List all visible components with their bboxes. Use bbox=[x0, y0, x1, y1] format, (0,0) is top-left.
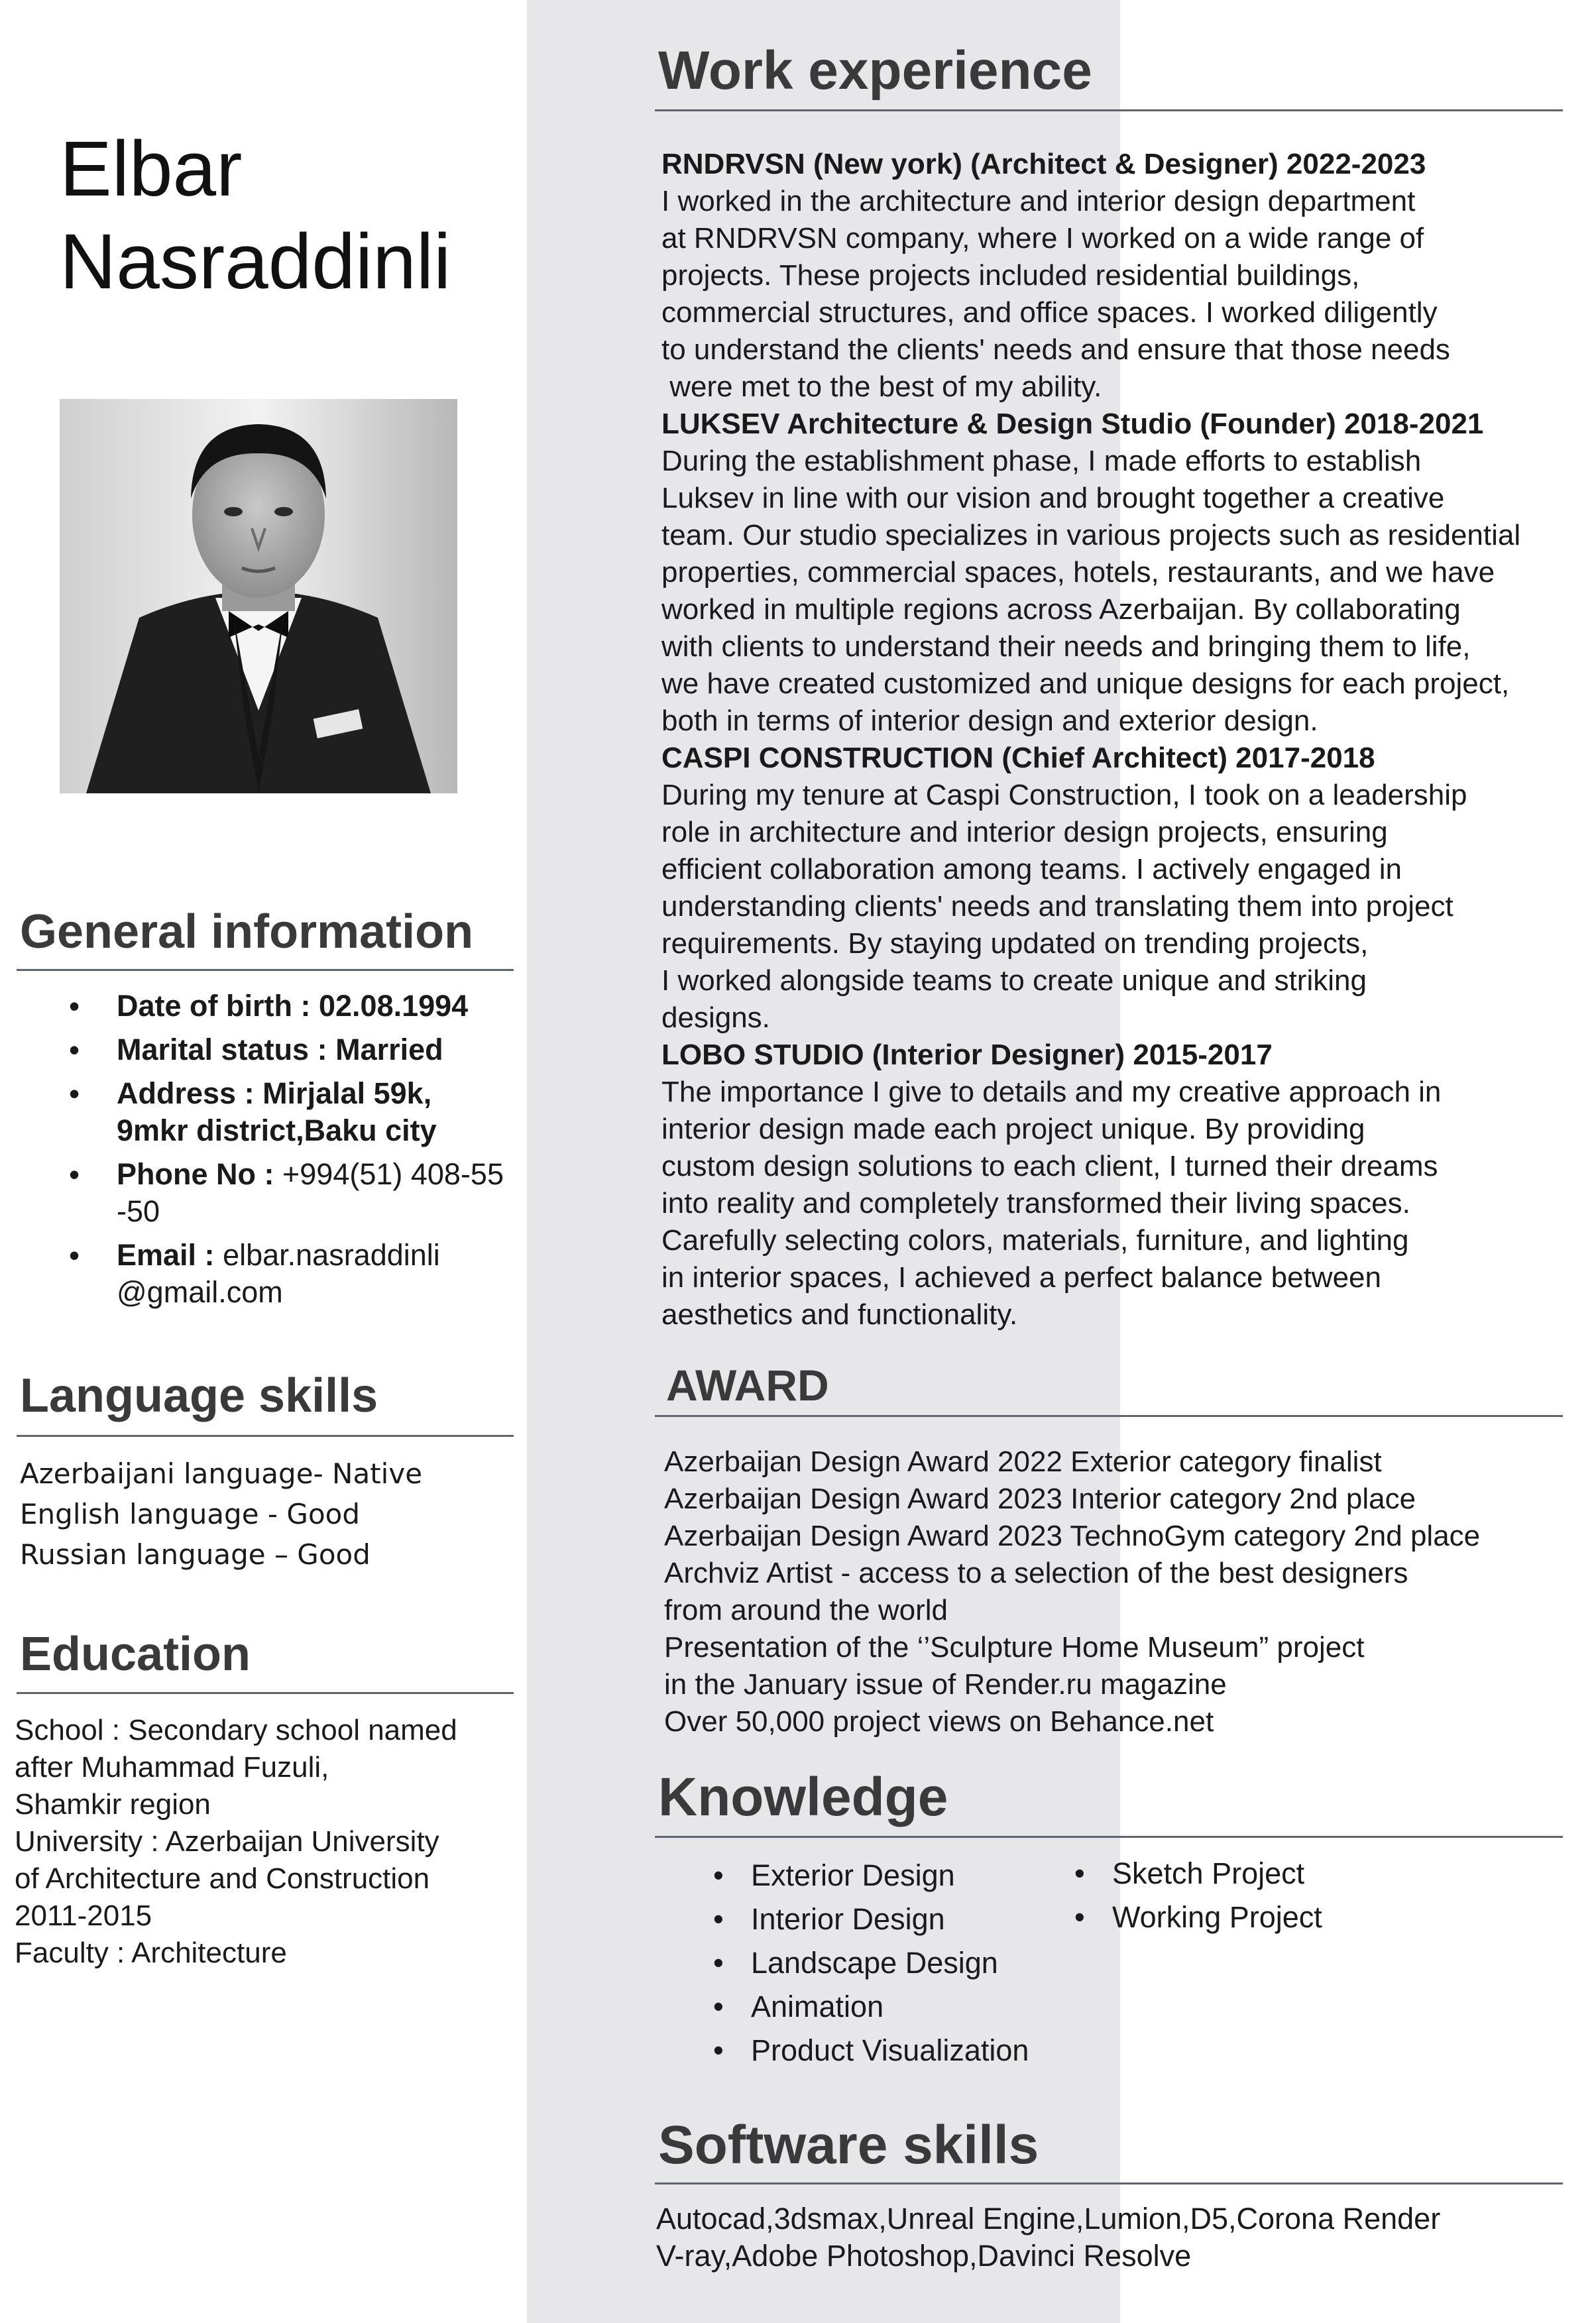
job-line: role in architecture and interior design projects, ensuring bbox=[661, 816, 1388, 848]
job-title: LOBO STUDIO (Interior Designer) 2015-2017 bbox=[661, 1039, 1273, 1071]
education-line: Shamkir region bbox=[15, 1788, 211, 1821]
job-line: with clients to understand their needs and bringing them to life, bbox=[661, 630, 1471, 663]
award-line: Azerbaijan Design Award 2023 TechnoGym category 2nd place bbox=[664, 1520, 1481, 1552]
job-line: designs. bbox=[661, 1001, 770, 1034]
award-list bbox=[664, 1444, 1585, 1740]
job-line: aesthetics and functionality. bbox=[661, 1298, 1018, 1331]
candidate-name bbox=[60, 123, 451, 308]
address-item: • Address : Mirjalal 59k, 9mkr district,Baku city bbox=[66, 1075, 461, 1149]
job-line: During my tenure at Caspi Construction, I took on a leadership bbox=[661, 779, 1467, 811]
language-skills-title: Language skills bbox=[20, 1369, 378, 1422]
education-line: Faculty : Architecture bbox=[15, 1937, 287, 1969]
language-item: Azerbaijani language- Native bbox=[20, 1457, 423, 1490]
language-skills-divider bbox=[17, 1435, 514, 1437]
job-line: The importance I give to details and my creative approach in bbox=[661, 1076, 1442, 1108]
job-line: During the establishment phase, I made efforts to establish bbox=[661, 445, 1422, 477]
knowledge-item: • Working Project bbox=[1069, 1896, 1322, 1939]
award-line: Azerbaijan Design Award 2023 Interior category 2nd place bbox=[664, 1483, 1416, 1515]
job-title: LUKSEV Architecture & Design Studio (Founder) 2018-2021 bbox=[661, 408, 1484, 440]
award-line: from around the world bbox=[664, 1594, 948, 1626]
job-entry bbox=[661, 1037, 1586, 1333]
award-line: in the January issue of Render.ru magazine bbox=[664, 1668, 1227, 1701]
language-list bbox=[20, 1453, 422, 1575]
software-skills-title: Software skills bbox=[658, 2115, 1039, 2175]
job-line: projects. These projects included residential buildings, bbox=[661, 259, 1360, 292]
job-line: we have created customized and unique designs for each project, bbox=[661, 667, 1510, 700]
general-info-title: General information bbox=[20, 905, 474, 958]
job-line: properties, commercial spaces, hotels, restaurants, and we have bbox=[661, 556, 1495, 589]
job-line: to understand the clients' needs and ensure that those needs bbox=[661, 333, 1450, 366]
job-line: Luksev in line with our vision and brought together a creative bbox=[661, 482, 1445, 514]
last-name: Nasraddinli bbox=[60, 218, 451, 306]
phone-item: • Phone No : +994(51) 408-55 -50 bbox=[66, 1156, 528, 1230]
education-title: Education bbox=[20, 1628, 251, 1681]
education-divider bbox=[17, 1692, 514, 1694]
job-line: team. Our studio specializes in various projects such as residential bbox=[661, 519, 1521, 551]
education-line: after Muhammad Fuzuli, bbox=[15, 1751, 329, 1784]
job-line: efficient collaboration among teams. I actively engaged in bbox=[661, 853, 1402, 885]
knowledge-list-right bbox=[1069, 1852, 1322, 1939]
education-line: 2011-2015 bbox=[15, 1899, 152, 1932]
email-item: • Email : elbar.nasraddinli @gmail.com bbox=[66, 1237, 514, 1311]
birth-date-item: • Date of birth : 02.08.1994 bbox=[66, 988, 524, 1025]
award-line: Over 50,000 project views on Behance.net bbox=[664, 1705, 1214, 1738]
job-line: interior design made each project unique. By providing bbox=[661, 1113, 1365, 1145]
award-title: AWARD bbox=[666, 1361, 829, 1410]
job-entry bbox=[661, 740, 1586, 1037]
award-line: Presentation of the ‘’Sculpture Home Museum” project bbox=[664, 1631, 1365, 1664]
job-line: both in terms of interior design and exterior design. bbox=[661, 705, 1318, 737]
job-line: understanding clients' needs and translating them into project bbox=[661, 890, 1454, 923]
job-line: commercial structures, and office spaces. I worked diligently bbox=[661, 296, 1438, 329]
award-line: Azerbaijan Design Award 2022 Exterior category finalist bbox=[664, 1445, 1382, 1478]
knowledge-item: • Landscape Design bbox=[708, 1941, 1029, 1985]
job-entry bbox=[661, 406, 1586, 740]
general-info-divider bbox=[17, 969, 514, 971]
job-title: CASPI CONSTRUCTION (Chief Architect) 2017-2018 bbox=[661, 742, 1375, 774]
knowledge-list-left bbox=[708, 1854, 1029, 2072]
software-skills-divider bbox=[655, 2182, 1563, 2184]
knowledge-item: • Exterior Design bbox=[708, 1854, 1029, 1898]
knowledge-title: Knowledge bbox=[658, 1767, 948, 1827]
portrait-image bbox=[60, 399, 457, 793]
marital-status-item: • Marital status : Married bbox=[66, 1031, 524, 1068]
job-entry bbox=[661, 146, 1586, 406]
education-line: University : Azerbaijan University bbox=[15, 1825, 439, 1858]
knowledge-divider bbox=[655, 1836, 1563, 1838]
job-line: I worked alongside teams to create unique and striking bbox=[661, 964, 1367, 997]
job-line: custom design solutions to each client, I turned their dreams bbox=[661, 1150, 1438, 1182]
job-line: I worked in the architecture and interior design department bbox=[661, 185, 1416, 217]
work-experience-divider bbox=[655, 109, 1563, 111]
award-line: Archviz Artist - access to a selection of the best designers bbox=[664, 1557, 1408, 1589]
award-divider bbox=[655, 1415, 1563, 1417]
work-experience-list bbox=[661, 146, 1586, 1333]
knowledge-item: • Sketch Project bbox=[1069, 1852, 1322, 1896]
job-line: worked in multiple regions across Azerbaijan. By collaborating bbox=[661, 593, 1461, 626]
software-line: Autocad,3dsmax,Unreal Engine,Lumion,D5,Corona Render bbox=[656, 2202, 1441, 2236]
language-item: Russian language – Good bbox=[20, 1538, 370, 1571]
software-line: V-ray,Adobe Photoshop,Davinci Resolve bbox=[656, 2239, 1192, 2273]
job-line: into reality and completely transformed their living spaces. bbox=[661, 1187, 1410, 1219]
job-line: were met to the best of my ability. bbox=[661, 370, 1102, 403]
profile-photo bbox=[60, 399, 457, 793]
job-title: RNDRVSN (New york) (Architect & Designer) 2022-2023 bbox=[661, 148, 1426, 180]
work-experience-title: Work experience bbox=[658, 40, 1092, 101]
knowledge-item: • Product Visualization bbox=[708, 2029, 1029, 2072]
education-line: of Architecture and Construction bbox=[15, 1862, 430, 1895]
first-name: Elbar bbox=[60, 125, 243, 213]
knowledge-item: • Interior Design bbox=[708, 1898, 1029, 1941]
knowledge-item: • Animation bbox=[708, 1985, 1029, 2029]
general-info-list bbox=[66, 988, 524, 1318]
job-line: in interior spaces, I achieved a perfect balance between bbox=[661, 1261, 1381, 1294]
software-skills-text bbox=[656, 2200, 1584, 2275]
job-line: at RNDRVSN company, where I worked on a wide range of bbox=[661, 222, 1424, 255]
job-line: requirements. By staying updated on trending projects, bbox=[661, 927, 1369, 960]
education-line: School : Secondary school named bbox=[15, 1714, 457, 1746]
education-text bbox=[15, 1712, 518, 1972]
job-line: Carefully selecting colors, materials, furniture, and lighting bbox=[661, 1224, 1409, 1257]
language-item: English language - Good bbox=[20, 1498, 361, 1530]
